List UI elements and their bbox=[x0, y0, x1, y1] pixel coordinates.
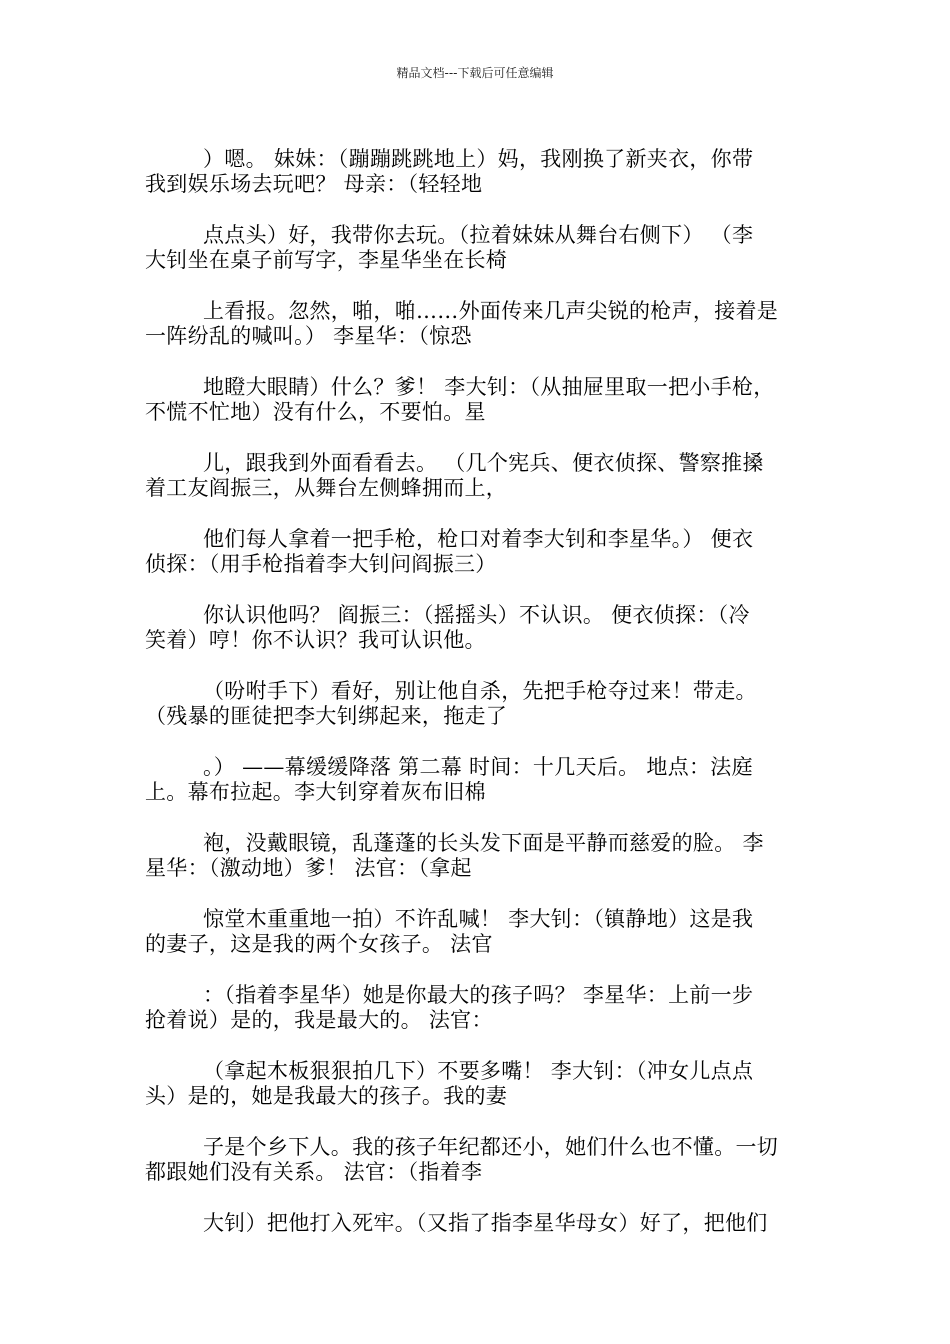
paragraph-line-2: 的妻子，这是我的两个女孩子。 法官 bbox=[145, 932, 493, 956]
paragraph bbox=[145, 907, 810, 957]
page-header: 精品文档---下载后可任意编辑 bbox=[396, 66, 554, 80]
paragraph bbox=[145, 603, 810, 653]
paragraph-line-1: （拿起木板狠狠拍几下）不要多嘴！ 李大钊：（冲女儿点点 bbox=[203, 1059, 754, 1083]
paragraph bbox=[145, 223, 810, 273]
paragraph-line-2: 上。幕布拉起。李大钊穿着灰布旧棉 bbox=[145, 780, 486, 804]
paragraph-line-1: 点点头）好，我带你去玩。（拉着妹妹从舞台右侧下） （李 bbox=[203, 223, 754, 247]
paragraph-line-1: 惊堂木重重地一拍）不许乱喊！ 李大钊：（镇静地）这是我 bbox=[203, 907, 754, 931]
paragraph-line-2: 头）是的，她是我最大的孩子。我的妻 bbox=[145, 1084, 508, 1108]
paragraph-line-1: 袍，没戴眼镜，乱蓬蓬的长头发下面是平静而慈爱的脸。 李 bbox=[203, 831, 764, 855]
paragraph bbox=[145, 679, 810, 729]
paragraph bbox=[145, 375, 810, 425]
paragraph-line-2: 星华：（激动地）爹！ 法官：（拿起 bbox=[145, 856, 472, 880]
paragraph bbox=[145, 527, 810, 577]
paragraph bbox=[145, 1135, 810, 1185]
paragraph-line-1: ）嗯。 妹妹：（蹦蹦跳跳地上）妈，我刚换了新夹衣，你带 bbox=[203, 147, 754, 171]
paragraph-line-2: 都跟她们没有关系。 法官：（指着李 bbox=[145, 1160, 483, 1184]
paragraph bbox=[145, 451, 810, 501]
paragraph-line-2: 笑着）哼！你不认识？我可认识他。 bbox=[145, 628, 486, 652]
paragraph-line-1: 。） ——幕缓缓降落 第二幕 时间：十几天后。 地点：法庭 bbox=[203, 755, 753, 779]
paragraph bbox=[145, 147, 810, 197]
paragraph bbox=[145, 983, 810, 1033]
paragraph-line-1: 上看报。忽然，啪，啪……外面传来几声尖锐的枪声，接着是 bbox=[203, 299, 779, 323]
paragraph bbox=[145, 1059, 810, 1109]
paragraph bbox=[145, 831, 810, 881]
body-text bbox=[145, 147, 810, 1262]
paragraph-line-2: 一阵纷乱的喊叫。） 李星华：（惊恐 bbox=[145, 324, 472, 348]
paragraph bbox=[145, 299, 810, 349]
paragraph-line-2: 我到娱乐场去玩吧？ 母亲：（轻轻地 bbox=[145, 172, 483, 196]
paragraph-line-2: 大钊坐在桌子前写字，李星华坐在长椅 bbox=[145, 248, 508, 272]
paragraph-line-2: 侦探：（用手枪指着李大钊问阎振三） bbox=[145, 552, 497, 576]
paragraph-line-2: 着工友阎振三，从舞台左侧蜂拥而上， bbox=[145, 476, 508, 500]
paragraph-line-1: 大钊）把他打入死牢。（又指了指李星华母女）好了，把他们 bbox=[203, 1211, 768, 1235]
paragraph-line-1: （吩咐手下）看好，别让他自杀，先把手枪夺过来！带走。 bbox=[203, 679, 757, 703]
paragraph-line-2: 不慌不忙地）没有什么，不要怕。星 bbox=[145, 400, 486, 424]
paragraph-line-1: 子是个乡下人。我的孩子年纪都还小，她们什么也不懂。一切 bbox=[203, 1135, 779, 1159]
paragraph-line-1: 你认识他吗？ 阎振三：（摇摇头）不认识。 便衣侦探：（冷 bbox=[203, 603, 750, 627]
paragraph-line-1: 儿，跟我到外面看看去。 （几个宪兵、便衣侦探、警察推搡 bbox=[203, 451, 764, 475]
paragraph-line-1: 他们每人拿着一把手枪，枪口对着李大钊和李星华。） 便衣 bbox=[203, 527, 754, 551]
paragraph-line-2: 抢着说）是的，我是最大的。 法官： bbox=[145, 1008, 493, 1032]
paragraph-line-1: 地瞪大眼睛）什么？爹！ 李大钊：（从抽屉里取一把小手枪， bbox=[203, 375, 775, 399]
paragraph bbox=[145, 1211, 810, 1236]
paragraph bbox=[145, 755, 810, 805]
paragraph-line-1: ：（指着李星华）她是你最大的孩子吗？ 李星华：上前一步 bbox=[203, 983, 754, 1007]
paragraph-line-2: （残暴的匪徒把李大钊绑起来，拖走了 bbox=[145, 704, 508, 728]
